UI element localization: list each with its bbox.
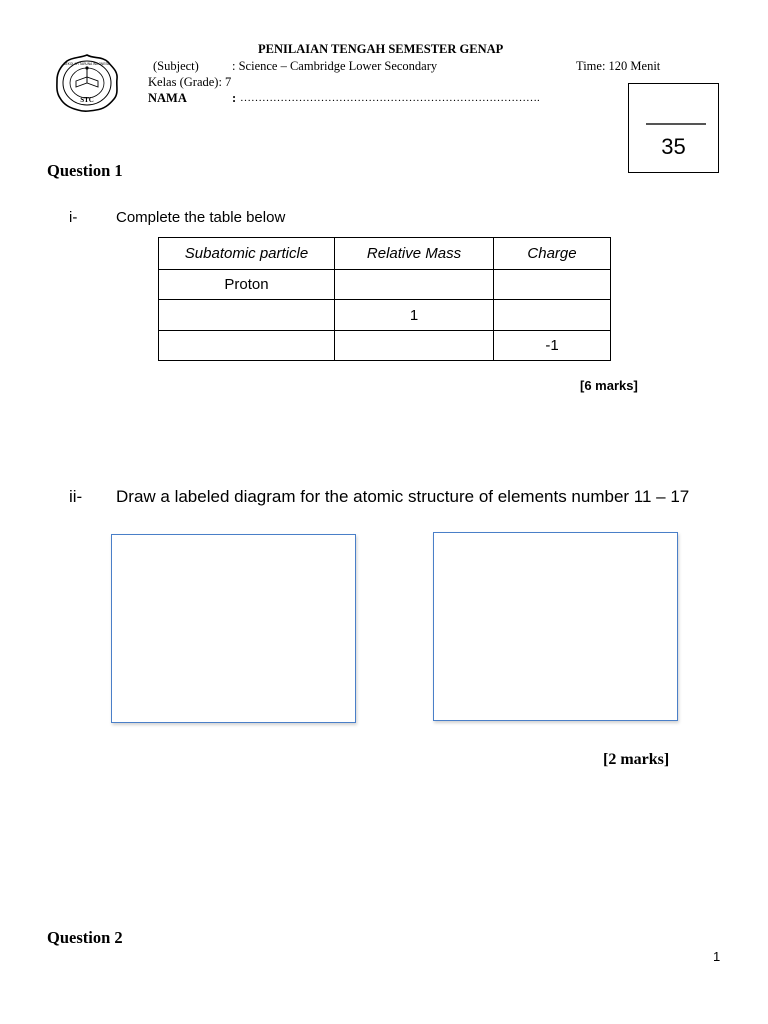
cell-particle[interactable] [159, 331, 335, 361]
header-relative-mass: Relative Mass [335, 238, 494, 270]
part-i-marks: [6 marks] [580, 378, 638, 393]
cell-charge[interactable] [494, 270, 611, 300]
name-colon: : [232, 91, 237, 105]
table-header-row [159, 238, 611, 270]
logo-initials: STC [80, 96, 94, 104]
cell-mass[interactable]: 1 [335, 300, 494, 331]
header-charge: Charge [494, 238, 611, 270]
part-ii-marks: [2 marks] [603, 751, 670, 768]
name-field[interactable]: ………………………………………………………………………. [240, 92, 540, 104]
subject-value: : Science – Cambridge Lower Secondary [232, 59, 438, 73]
exam-time: Time: 120 Menit [576, 59, 661, 73]
cell-particle[interactable]: Proton [159, 270, 335, 300]
score-total: 35 [661, 134, 686, 159]
table-row [159, 331, 611, 361]
part-i-number: i- [69, 209, 78, 226]
header-subatomic-particle: Subatomic particle [159, 238, 335, 270]
table-row [159, 300, 611, 331]
table-row [159, 270, 611, 300]
score-blank-line [646, 123, 706, 125]
drawing-area-right[interactable] [433, 532, 678, 721]
part-ii-number: ii- [69, 487, 83, 506]
page-number: 1 [713, 949, 721, 964]
cell-particle[interactable] [159, 300, 335, 331]
subatomic-table [158, 237, 611, 361]
exam-title: PENILAIAN TENGAH SEMESTER GENAP [258, 42, 504, 56]
name-label: NAMA [148, 91, 187, 105]
cell-charge[interactable]: -1 [494, 331, 611, 361]
cell-charge[interactable] [494, 300, 611, 331]
part-i-instruction: Complete the table below [116, 209, 286, 226]
subject-label: (Subject) [153, 59, 199, 73]
cell-mass[interactable] [335, 331, 494, 361]
logo-text: SEKOLAH TARUNA INDONESIA [63, 62, 111, 66]
question-1-heading: Question 1 [47, 161, 123, 180]
part-ii-instruction: Draw a labeled diagram for the atomic structure of elements number 11 – 17 [116, 487, 690, 506]
grade-label: Kelas (Grade): 7 [148, 75, 232, 89]
drawing-area-left[interactable] [111, 534, 356, 723]
school-logo [54, 53, 120, 113]
question-2-heading: Question 2 [47, 928, 123, 947]
cell-mass[interactable] [335, 270, 494, 300]
